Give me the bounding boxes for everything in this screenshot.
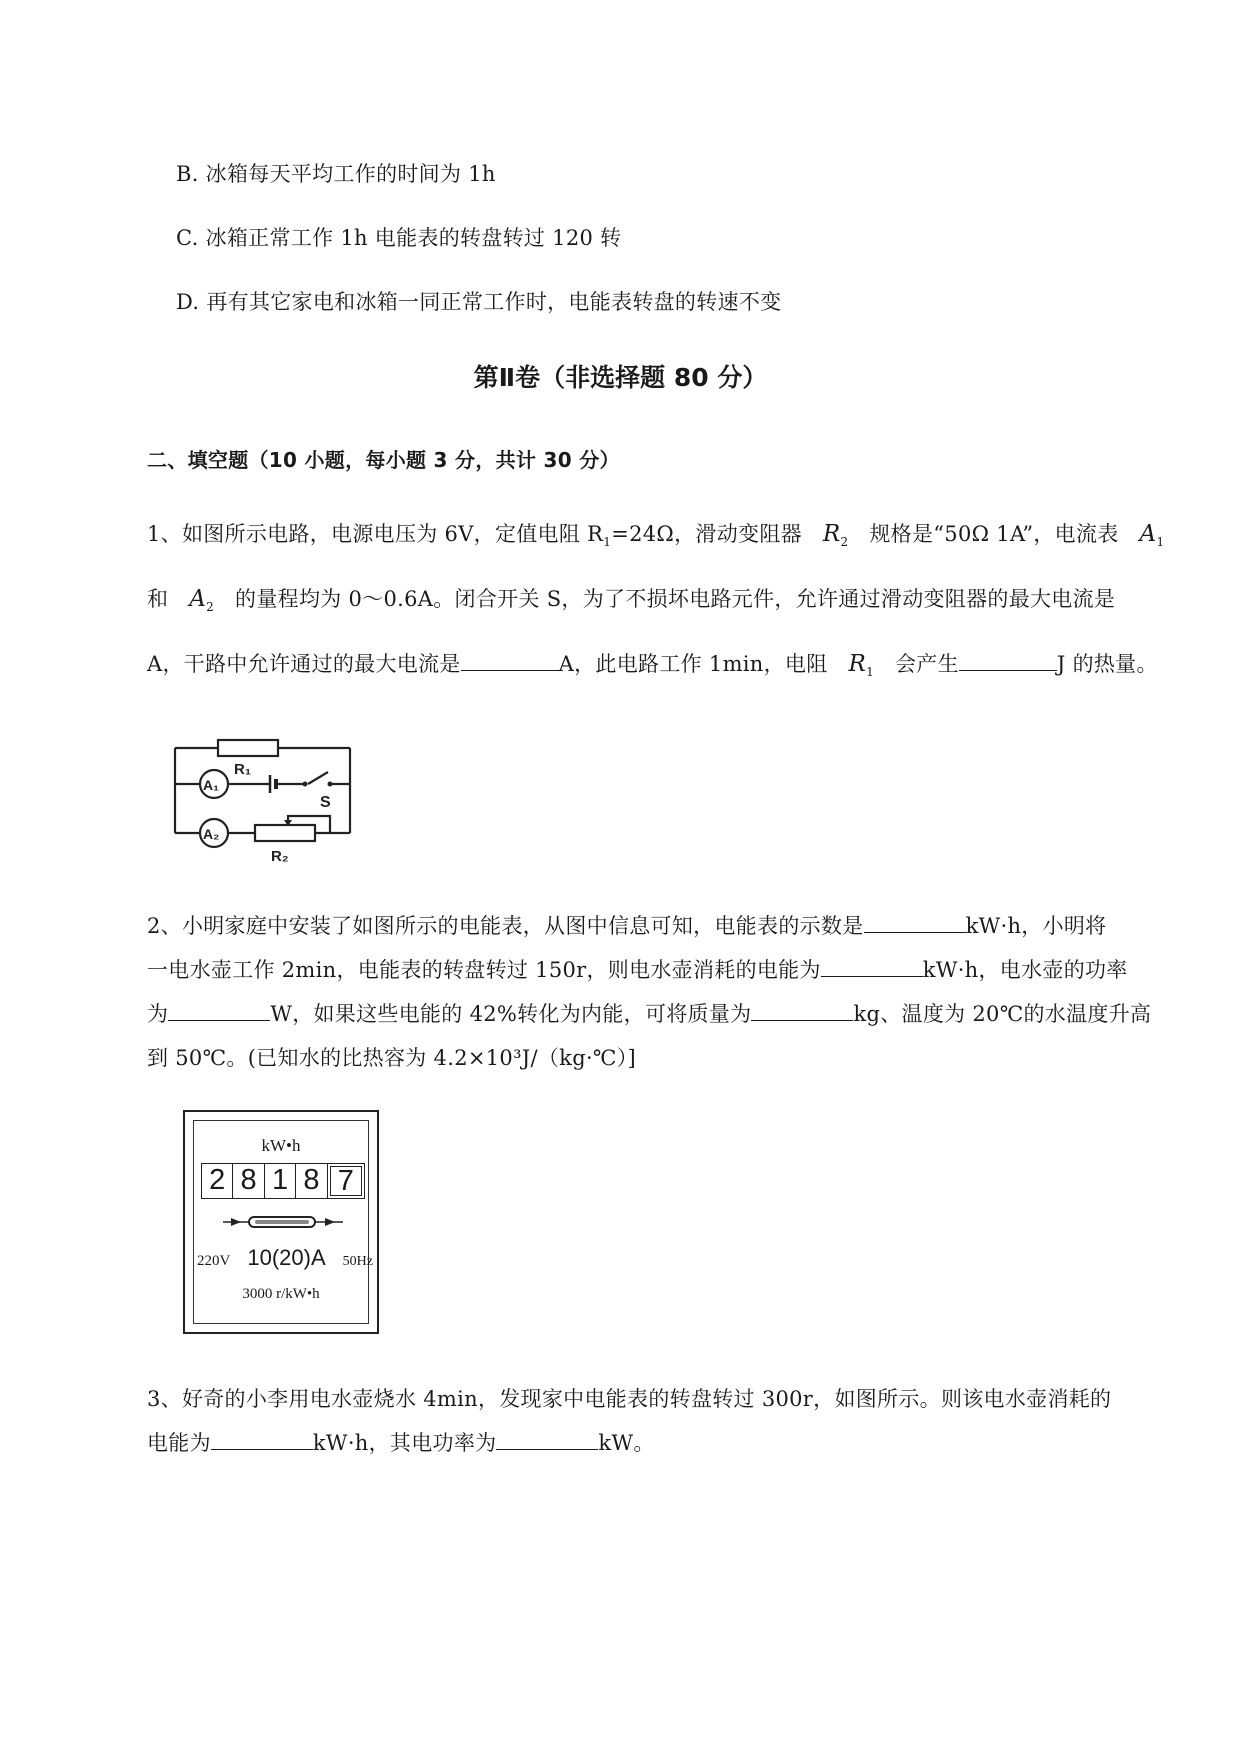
rheostat-r2 <box>255 825 315 841</box>
q1-line-2: 和 $A_2$ 的量程均为 0～0.6A。闭合开关 S，为了不损坏电路元件，允许通过滑动变阻器的最大电流是 <box>147 586 1116 615</box>
answer-blank[interactable] <box>496 1431 598 1450</box>
q1-line-1: 1、如图所示电路，电源电压为 6V，定值电阻 $R_1=24\Omega$，滑动变阻器 $R_2$ 规格是“50Ω 1A”，电流表 $A_1$ <box>147 521 1165 550</box>
meter-digit: 8 <box>296 1164 327 1198</box>
label-r1: R₁ <box>234 761 252 778</box>
electric-meter <box>183 1110 379 1334</box>
answer-blank[interactable] <box>751 1002 853 1021</box>
option-c: C. 冰箱正常工作 1h 电能表的转盘转过 120 转 <box>176 226 622 250</box>
q2-line-4: 到 50℃。(已知水的比热容为 4.2×10³J/（kg·℃）] <box>147 1046 637 1070</box>
meter-digit: 1 <box>265 1164 296 1198</box>
label-a1: A₁ <box>203 777 219 793</box>
meter-spec-row: 220V 10(20)A 50Hz <box>197 1245 373 1270</box>
q3-line-2: 电能为 kW·h，其电功率为 kW。 <box>147 1431 655 1455</box>
answer-blank[interactable] <box>211 1431 313 1450</box>
answer-blank[interactable] <box>821 958 923 977</box>
label-s: S <box>320 794 331 811</box>
q2-line-1: 2、小明家庭中安装了如图所示的电能表，从图中信息可知，电能表的示数是 kW·h，小明将 <box>147 914 1107 938</box>
part-title: 第Ⅱ卷（非选择题 80 分） <box>473 363 768 392</box>
answer-blank[interactable] <box>864 914 966 933</box>
answer-blank[interactable] <box>168 1002 270 1021</box>
meter-display <box>201 1163 365 1199</box>
section-header: 二、填空题（10 小题，每小题 3 分，共计 30 分） <box>147 448 620 472</box>
label-a2: A₂ <box>203 826 220 842</box>
circuit-diagram <box>170 728 360 863</box>
answer-blank[interactable] <box>959 652 1057 671</box>
q3-line-1: 3、好奇的小李用电水壶烧水 4min，发现家中电能表的转盘转过 300r，如图所示。则该电水壶消耗的 <box>147 1387 1112 1411</box>
meter-digit: 8 <box>233 1164 264 1198</box>
meter-rotor-arrow-icon <box>221 1212 345 1232</box>
option-d: D. 再有其它家电和冰箱一同正常工作时，电能表转盘的转速不变 <box>176 290 782 314</box>
option-b: B. 冰箱每天平均工作的时间为 1h <box>176 162 496 186</box>
answer-blank[interactable] <box>461 652 559 671</box>
label-r2: R₂ <box>271 848 289 863</box>
q2-line-3: 为 W，如果这些电能的 42%转化为内能，可将质量为 kg、温度为 20℃的水温度升高 <box>147 1002 1152 1026</box>
meter-unit: kW•h <box>261 1136 301 1155</box>
switch-s <box>308 772 328 784</box>
resistor-r1 <box>218 740 278 756</box>
q2-line-2: 一电水壶工作 2min，电能表的转盘转过 150r，则电水壶消耗的电能为 kW·h，电水壶的功率 <box>147 958 1128 982</box>
meter-digit: 2 <box>202 1164 233 1198</box>
q1-line-3: A，干路中允许通过的最大电流是 A，此电路工作 1min，电阻 $R_1$ 会产生 J 的热量。 <box>147 651 1158 680</box>
meter-rev-spec: 3000 r/kW•h <box>242 1286 320 1302</box>
meter-digit-decimal: 7 <box>330 1166 362 1196</box>
